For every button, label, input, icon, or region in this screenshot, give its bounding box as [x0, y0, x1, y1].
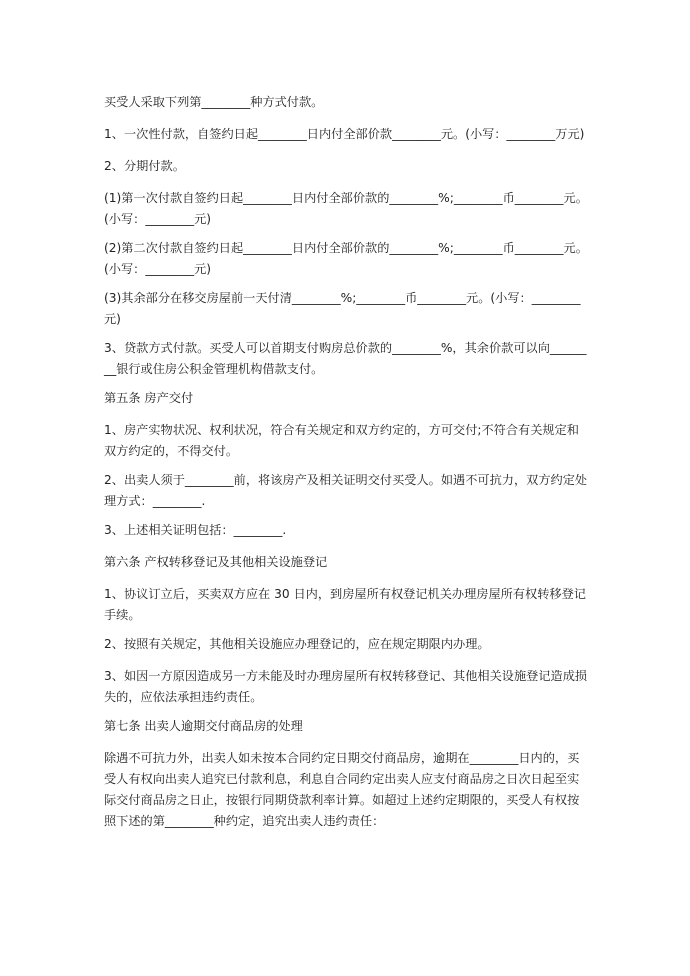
article-5-heading: 第五条 房产交付: [104, 391, 194, 405]
article-7-clause: 除遇不可抗力外，出卖人如未按本合同约定日期交付商品房，逾期在________日内的，买受人有权向出卖人追究已付款利息，利息自合同约定出卖人应支付商品房之日次日起至实际交付商品房之日止，按银行同期贷款利率计算。如超过上述约定期限的，买受人有权按照下述的第________种约定，追究出卖人违约责任：: [104, 751, 580, 828]
article-6-clause-1: 1、协议订立后，买卖双方应在 30 日内，到房屋所有权登记机关办理房屋所有权转移登记手续。: [104, 587, 586, 622]
article-6-clause-2: 2、按照有关规定，其他相关设施应办理登记的，应在规定期限内办理。: [104, 637, 490, 651]
remaining-installment: (3)其余部分在移交房屋前一天付清________%;________币________元。(小写：________元): [104, 291, 581, 326]
lump-sum-payment: 1、一次性付款，自签约日起________日内付全部价款________元。(小写：________万元): [104, 127, 585, 141]
article-6-clause-3: 3、如因一方原因造成另一方未能及时办理房屋所有权转移登记、其他相关设施登记造成损失的，应依法承担违约责任。: [104, 669, 588, 704]
article-5-clause-2: 2、出卖人须于________前，将该房产及相关证明交付买受人。如遇不可抗力，双方约定处理方式：________.: [104, 473, 588, 508]
article-7-heading: 第七条 出卖人逾期交付商品房的处理: [104, 719, 303, 733]
article-5-clause-3: 3、上述相关证明包括：________.: [104, 523, 287, 537]
installment-payment-heading: 2、分期付款。: [104, 159, 185, 173]
payment-method-intro: 买受人采取下列第________种方式付款。: [104, 95, 324, 109]
loan-payment: 3、贷款方式付款。买受人可以首期支付购房总价款的________%，其余价款可以向________银行或住房公积金管理机构借款支付。: [104, 341, 587, 376]
article-6-heading: 第六条 产权转移登记及其他相关设施登记: [104, 555, 328, 569]
article-5-clause-1: 1、房产实物状况、权利状况，符合有关规定和双方约定的，方可交付;不符合有关规定和双方约定的，不得交付。: [104, 423, 579, 458]
second-installment: (2)第二次付款自签约日起________日内付全部价款的________%;________币________元。(小写：________元): [104, 241, 588, 276]
first-installment: (1)第一次付款自签约日起________日内付全部价款的________%;________币________元。(小写：________元): [104, 191, 588, 226]
